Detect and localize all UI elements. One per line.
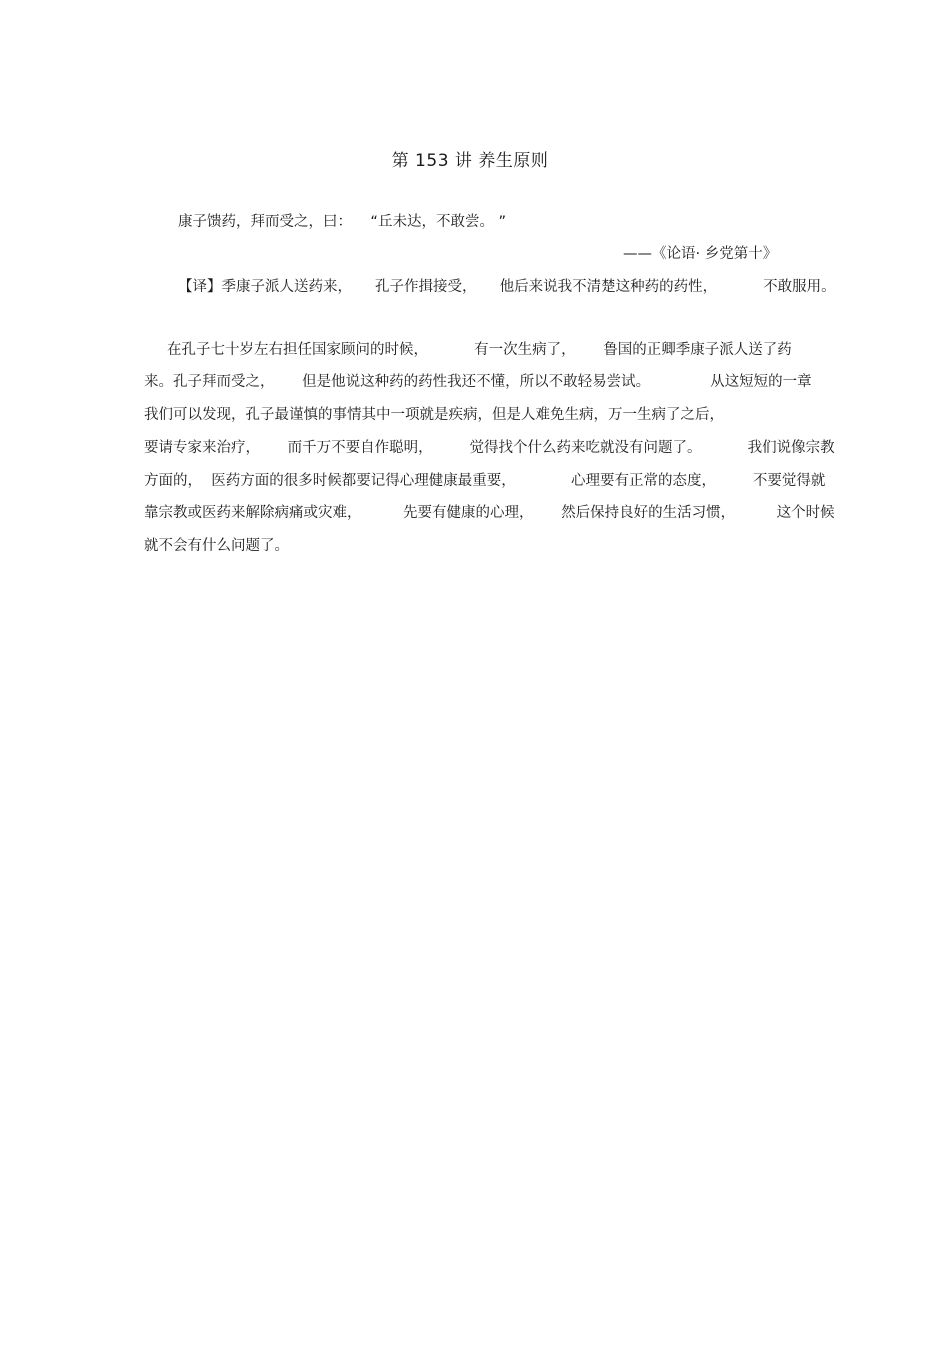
paragraph-line: 来。孔子拜而受之， 但是他说这种药的药性我还不懂，所以不敢轻易尝试。 从这短短的一章	[144, 374, 812, 390]
paragraph-line: 靠宗教或医药来解除病痛或灾难， 先要有健康的心理， 然后保持良好的生活习惯， 这个时候	[144, 505, 835, 521]
paragraph-line: 方面的， 医药方面的很多时候都要记得心理健康最重要， 心理要有正常的态度， 不要觉得就	[144, 473, 826, 489]
classical-quote: 康子馈药，拜而受之，曰： “丘未达，不敢尝。 ”	[178, 214, 507, 230]
paragraph-line: 就不会有什么问题了。	[144, 538, 289, 554]
paragraph-line: 在孔子七十岁左右担任国家顾问的时候， 有一次生病了， 鲁国的正卿季康子派人送了药	[144, 342, 792, 358]
paragraph-line: 要请专家来治疗， 而千万不要自作聪明， 觉得找个什么药来吃就没有问题了。 我们说像宗教	[144, 440, 835, 456]
translation: 【译】季康子派人送药来， 孔子作揖接受， 他后来说我不清楚这种药的药性， 不敢服用。	[178, 279, 836, 295]
paragraph-line: 我们可以发现，孔子最谨慎的事情其中一项就是疾病，但是人难免生病，万一生病了之后，	[144, 407, 724, 423]
quote-source: ——《论语· 乡党第十》	[623, 246, 778, 262]
lecture-title: 第 153 讲 养生原则	[391, 151, 549, 171]
